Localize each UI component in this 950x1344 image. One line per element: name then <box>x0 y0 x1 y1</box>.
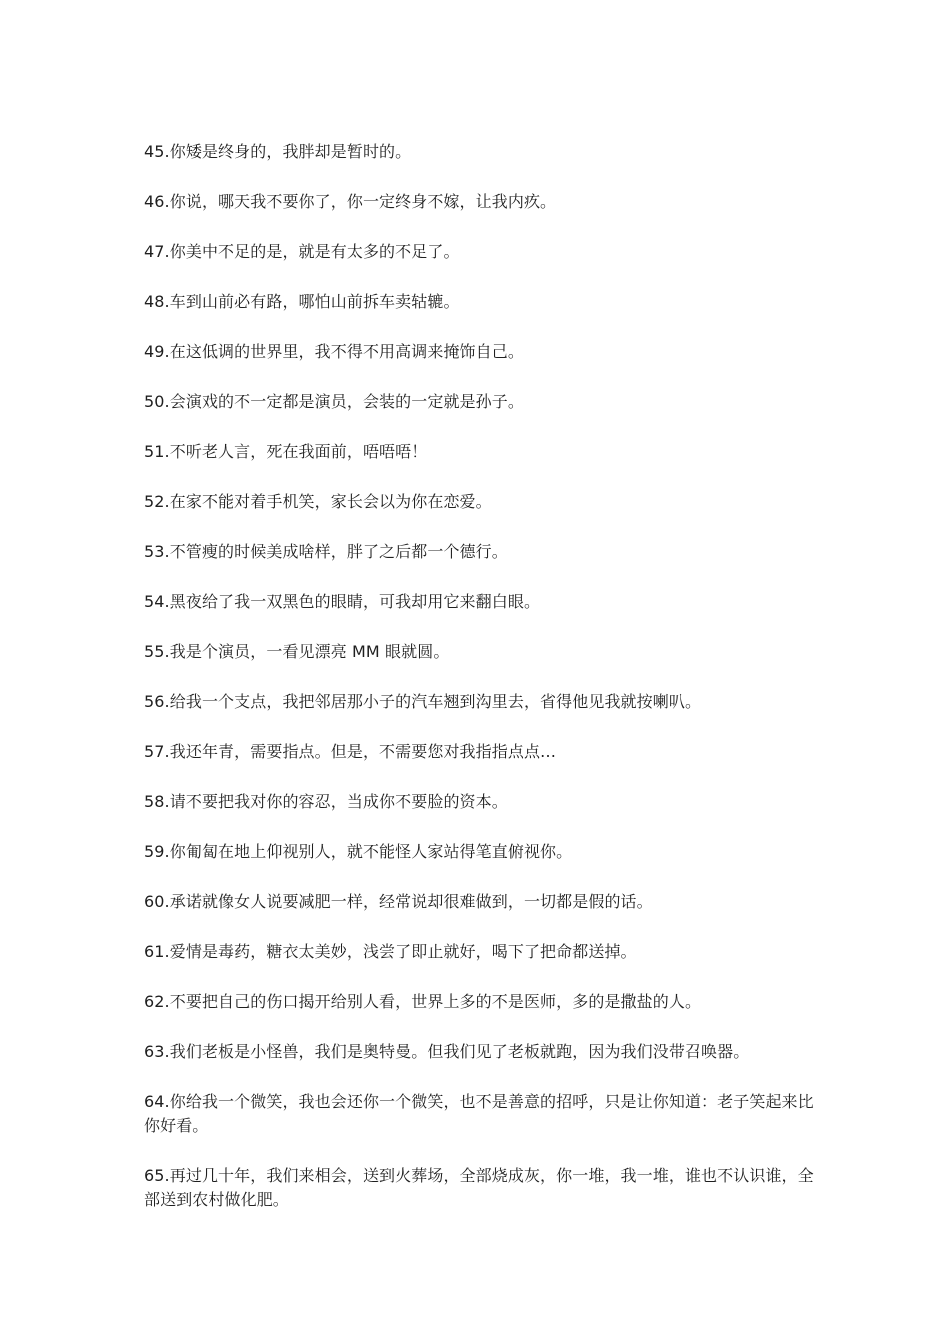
list-item: 55.我是个演员，一看见漂亮 MM 眼就圆。 <box>144 642 450 661</box>
list-item: 46.你说，哪天我不要你了，你一定终身不嫁，让我内疚。 <box>144 192 557 211</box>
list-item: 50.会演戏的不一定都是演员，会装的一定就是孙子。 <box>144 392 524 411</box>
list-item: 52.在家不能对着手机笑，家长会以为你在恋爱。 <box>144 492 492 511</box>
list-item: 59.你匍匐在地上仰视别人，就不能怪人家站得笔直俯视你。 <box>144 842 573 861</box>
list-item: 45.你矮是终身的，我胖却是暂时的。 <box>144 142 412 161</box>
list-item: 53.不管瘦的时候美成啥样，胖了之后都一个德行。 <box>144 542 508 561</box>
list-item: 64.你给我一个微笑，我也会还你一个微笑，也不是善意的招呼，只是让你知道：老子笑起来比你好看。 <box>144 1092 814 1135</box>
list-item: 63.我们老板是小怪兽，我们是奥特曼。但我们见了老板就跑，因为我们没带召唤器。 <box>144 1042 750 1061</box>
list-item: 48.车到山前必有路，哪怕山前拆车卖轱辘。 <box>144 292 460 311</box>
list-item: 47.你美中不足的是，就是有太多的不足了。 <box>144 242 460 261</box>
list-item: 56.给我一个支点，我把邻居那小子的汽车翘到沟里去，省得他见我就按喇叭。 <box>144 692 702 711</box>
list-item: 57.我还年青，需要指点。但是，不需要您对我指指点点… <box>144 742 557 761</box>
list-item: 49.在这低调的世界里，我不得不用高调来掩饰自己。 <box>144 342 524 361</box>
list-item: 62.不要把自己的伤口揭开给别人看，世界上多的不是医师，多的是撒盐的人。 <box>144 992 702 1011</box>
list-item: 51.不听老人言，死在我面前，唔唔唔！ <box>144 442 428 461</box>
list-item: 61.爱情是毒药，糖衣太美妙，浅尝了即止就好，喝下了把命都送掉。 <box>144 942 637 961</box>
joke-list <box>144 140 820 1238</box>
list-item: 60.承诺就像女人说要减肥一样，经常说却很难做到，一切都是假的话。 <box>144 892 653 911</box>
list-item: 58.请不要把我对你的容忍，当成你不要脸的资本。 <box>144 792 508 811</box>
list-item: 65.再过几十年，我们来相会，送到火葬场，全部烧成灰，你一堆，我一堆，谁也不认识谁，全部送到农村做化肥。 <box>144 1166 814 1209</box>
list-item: 54.黑夜给了我一双黑色的眼睛，可我却用它来翻白眼。 <box>144 592 541 611</box>
